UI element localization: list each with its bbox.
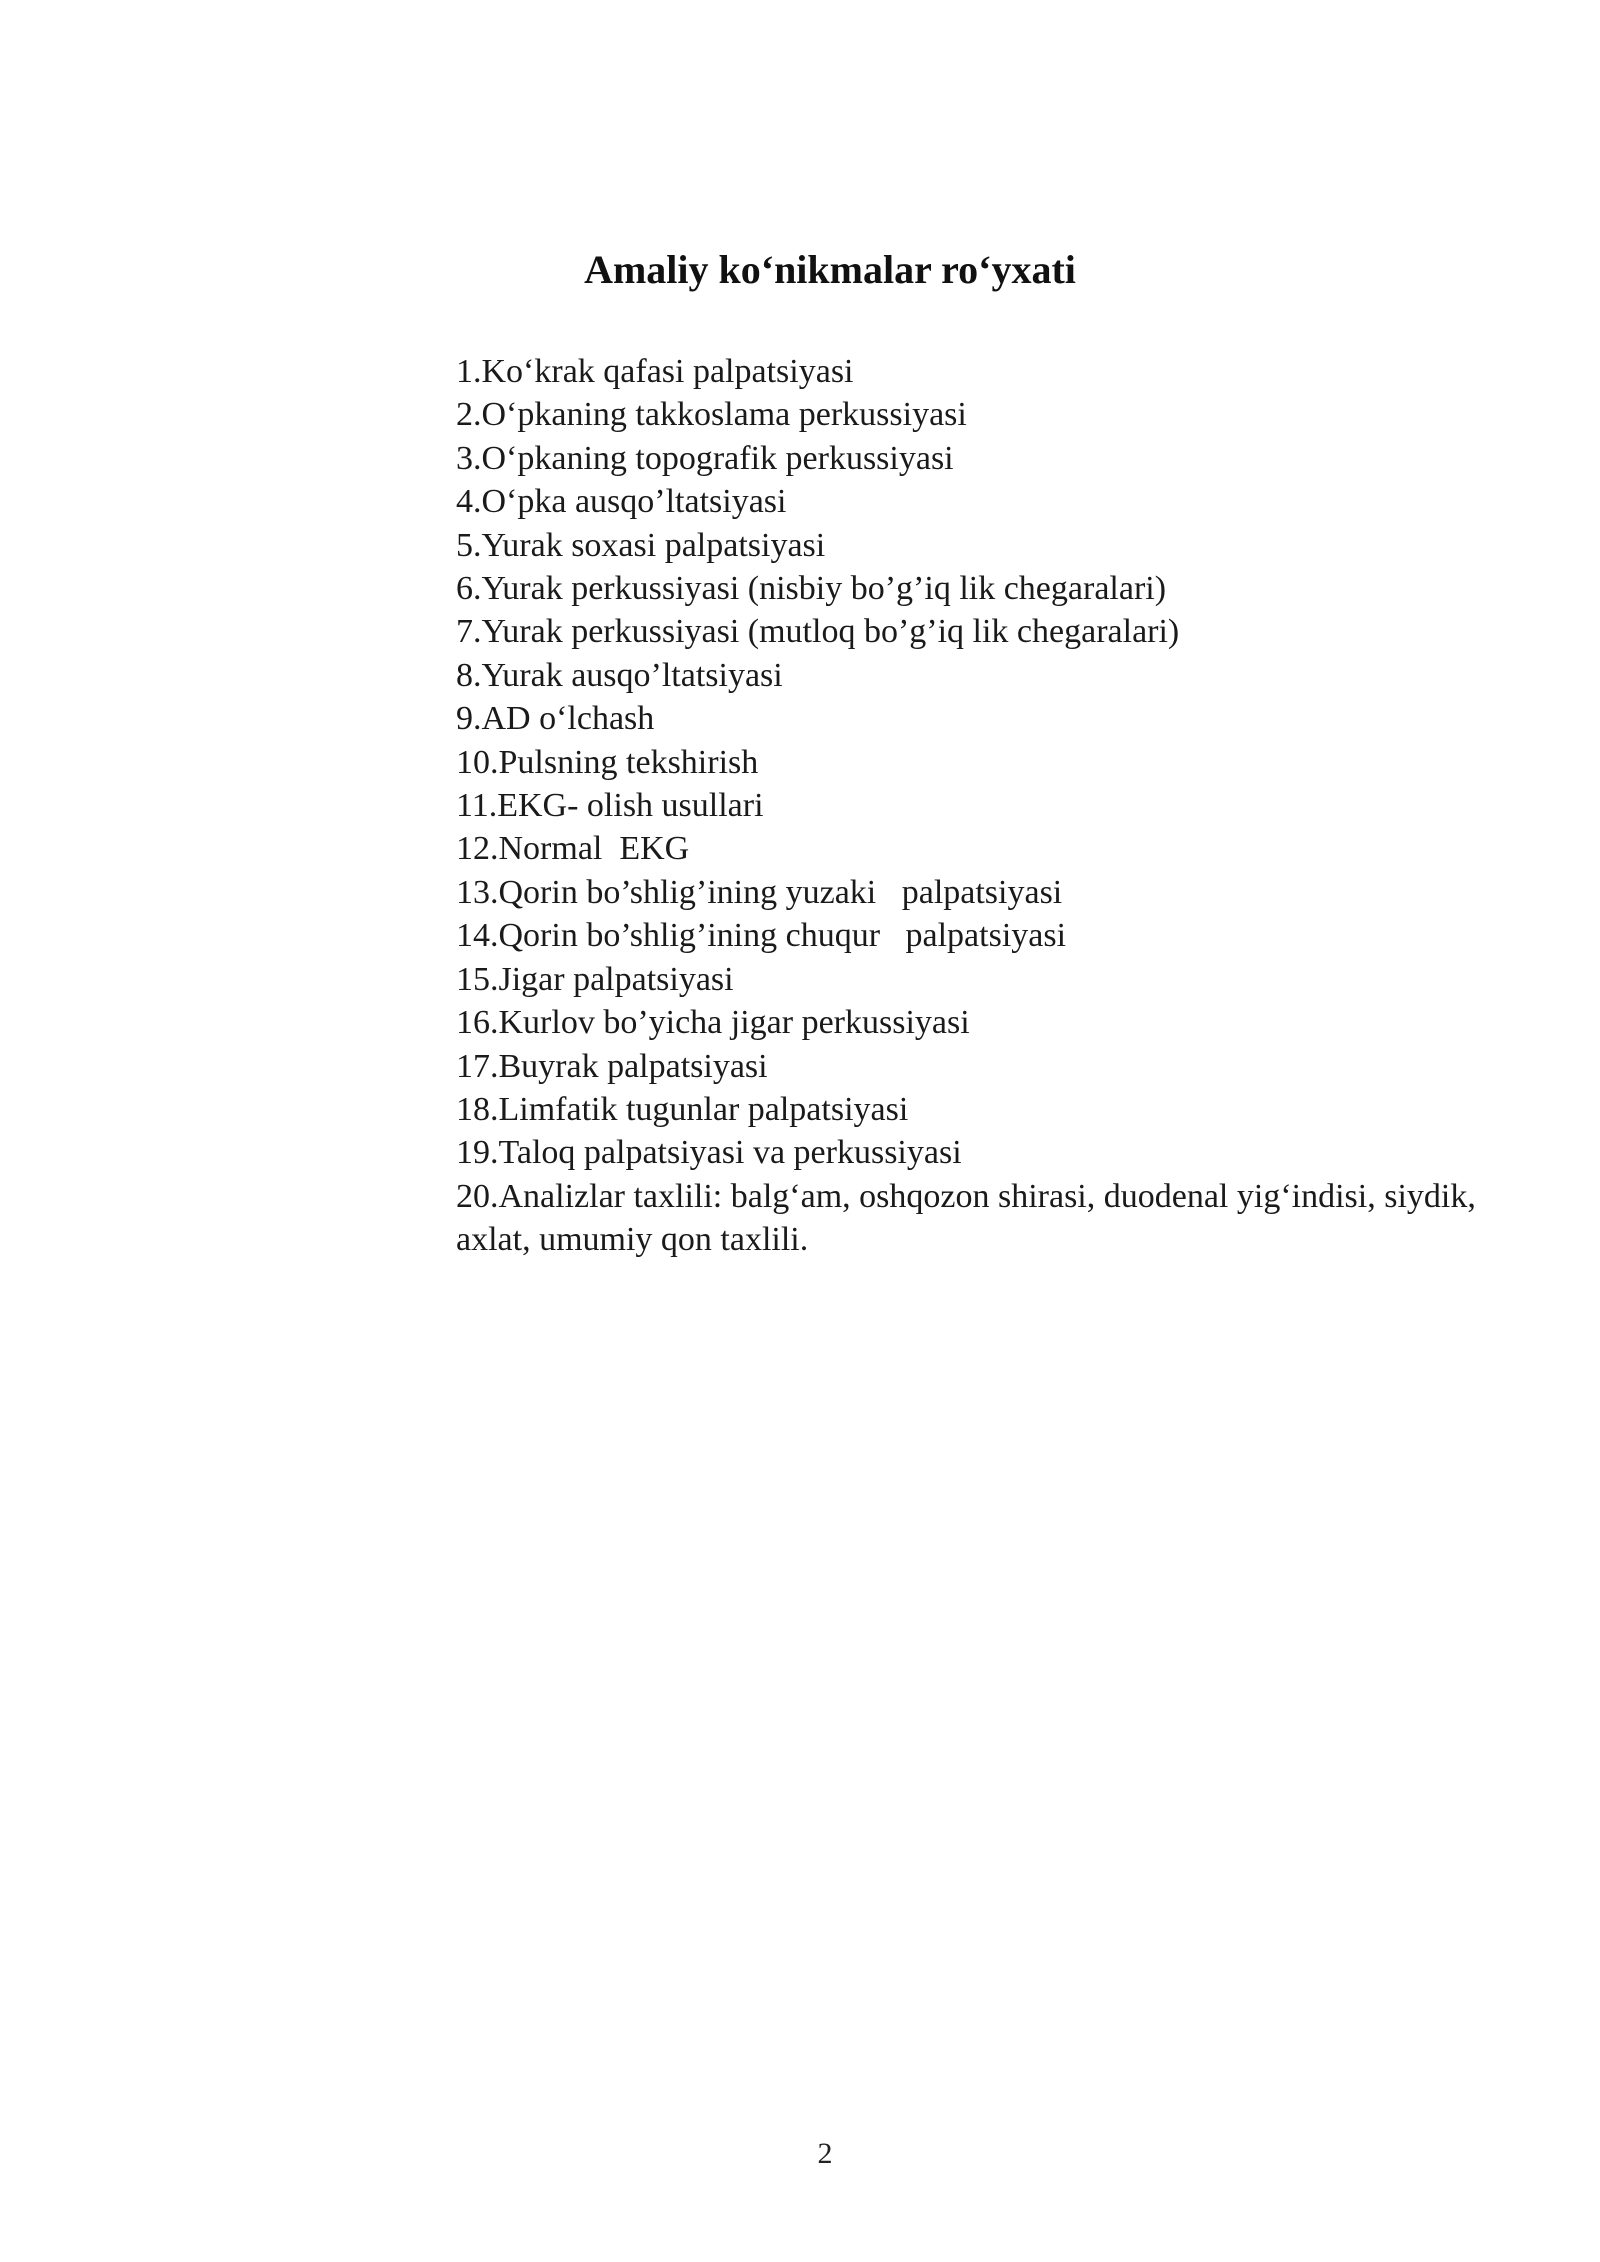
list-item: 19.Taloq palpatsiyasi va perkussiyasi bbox=[456, 1134, 962, 1172]
list-item: 12.Normal EKG bbox=[456, 830, 690, 868]
list-item: 3.O‘pkaning topografik perkussiyasi bbox=[456, 439, 954, 477]
list-item: 7.Yurak perkussiyasi (mutloq bo’g’iq lik chegaralari) bbox=[456, 613, 1180, 651]
list-item: 16.Kurlov bo’yicha jigar perkussiyasi bbox=[456, 1004, 970, 1042]
list-item: 2.O‘pkaning takkoslama perkussiyasi bbox=[456, 396, 967, 434]
list-item: 15.Jigar palpatsiyasi bbox=[456, 960, 734, 998]
list-item: 1.Ko‘krak qafasi palpatsiyasi bbox=[456, 353, 854, 390]
list-item: 9.AD o‘lchash bbox=[456, 700, 655, 738]
list-item: 14.Qorin bo’shlig’ining chuqur palpatsiyasi bbox=[456, 917, 1067, 955]
page-title: Amaliy ko‘nikmalar ro‘yxati bbox=[584, 247, 1076, 292]
list-item: 11.EKG- olish usullari bbox=[456, 787, 764, 825]
list-item: 8.Yurak ausqo’ltatsiyasi bbox=[456, 656, 783, 694]
list-item: 6.Yurak perkussiyasi (nisbiy bo’g’iq lik chegaralari) bbox=[456, 570, 1167, 608]
list-item: 5.Yurak soxasi palpatsiyasi bbox=[456, 526, 826, 564]
list-item: 10.Pulsning tekshirish bbox=[456, 743, 759, 781]
list-item: 18.Limfatik tugunlar palpatsiyasi bbox=[456, 1090, 909, 1128]
skills-list bbox=[456, 350, 1516, 1262]
list-item: 20.Analizlar taxlili: balg‘am, oshqozon shirasi, duodenal yig‘indisi, siydik, axlat, umumiy qon taxlili. bbox=[456, 1177, 1476, 1259]
list-item: 13.Qorin bo’shlig’ining yuzaki palpatsiyasi bbox=[456, 873, 1063, 911]
list-item: 4.O‘pka ausqo’ltatsiyasi bbox=[456, 483, 787, 521]
page-number: 2 bbox=[817, 2137, 833, 2170]
list-item: 17.Buyrak palpatsiyasi bbox=[456, 1047, 768, 1085]
